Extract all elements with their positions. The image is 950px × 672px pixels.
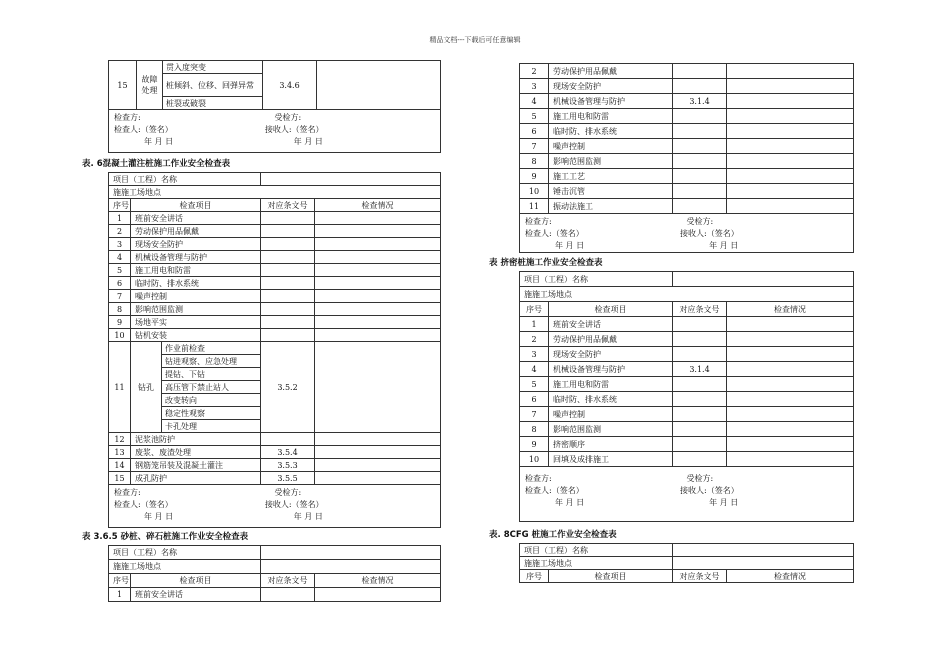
row-item: 机械设备管理与防护 (131, 251, 261, 264)
row-status (727, 124, 854, 139)
row-status (317, 61, 441, 110)
row-item: 振动法施工 (549, 199, 673, 214)
signature-block (108, 485, 441, 528)
table-title: 表. 6混凝土灌注桩施工作业安全检查表 (82, 159, 231, 169)
squeeze-pile-table (519, 271, 854, 467)
project-value (673, 272, 854, 287)
table-title: 表 挤密桩施工作业安全检查表 (489, 258, 603, 268)
row-no: 11 (109, 342, 131, 433)
row-status (315, 459, 441, 472)
row-status (315, 290, 441, 303)
row-item: 废浆、废渣处理 (131, 446, 261, 459)
row-no: 5 (520, 109, 549, 124)
col-header-clause: 对应条文号 (261, 574, 315, 588)
checked-party-label: 受检方: (686, 217, 714, 226)
row-status (315, 277, 441, 290)
row-status (315, 303, 441, 316)
date-label: 年 月 日 (144, 137, 174, 146)
row-clause (673, 169, 727, 184)
row-sub: 钻进观察、应急处理 (162, 355, 261, 368)
row-clause (261, 251, 315, 264)
row-no: 2 (520, 332, 549, 347)
col-header-item: 检查项目 (131, 199, 261, 212)
row-item: 挤密顺序 (549, 437, 673, 452)
row-clause: 3.5.3 (261, 459, 315, 472)
row-status (727, 437, 854, 452)
row-item: 班前安全讲话 (131, 212, 261, 225)
row-group: 钻孔 (131, 342, 162, 433)
check-party-label: 检查方: (114, 488, 141, 497)
row-clause (673, 407, 727, 422)
checked-party-label: 受检方: (274, 488, 302, 497)
row-item: 劳动保护用品佩戴 (549, 64, 673, 79)
row-clause (673, 452, 727, 467)
row-item: 现场安全防护 (131, 238, 261, 251)
col-header-item: 检查项目 (549, 302, 673, 317)
row-item: 噪声控制 (549, 407, 673, 422)
row-no: 4 (109, 251, 131, 264)
row-no: 10 (520, 184, 549, 199)
row-status (727, 94, 854, 109)
date-label: 年 月 日 (293, 512, 323, 521)
row-clause (673, 199, 727, 214)
check-party-label: 检查方: (525, 217, 552, 226)
site-label: 施施工场地点 (109, 560, 261, 574)
col-header-clause: 对应条文号 (261, 199, 315, 212)
row-status (315, 251, 441, 264)
row-item: 临时防、排水系统 (131, 277, 261, 290)
row-item: 钢筋笼吊装及混凝土灌注 (131, 459, 261, 472)
row-no: 14 (109, 459, 131, 472)
table-title: 表. 8CFG 桩施工作业安全检查表 (489, 530, 617, 540)
row-status (727, 407, 854, 422)
row-item: 机械设备管理与防护 (549, 94, 673, 109)
row-status (727, 452, 854, 467)
row-clause (673, 392, 727, 407)
row-item: 机械设备管理与防护 (549, 362, 673, 377)
row-no: 10 (109, 329, 131, 342)
row-status (727, 79, 854, 94)
row-no: 2 (520, 64, 549, 79)
row-no: 13 (109, 446, 131, 459)
row-no: 3 (520, 79, 549, 94)
row-no: 4 (520, 94, 549, 109)
inspector-label: 检查人:（签名） (114, 125, 173, 134)
row-no: 3 (109, 238, 131, 251)
row-no: 6 (520, 392, 549, 407)
row-status (315, 588, 441, 602)
row-clause (261, 290, 315, 303)
row-sub: 桩裂或破裂 (163, 97, 263, 110)
row-status (315, 316, 441, 329)
row-no: 2 (109, 225, 131, 238)
row-clause (673, 377, 727, 392)
row-sub: 改变转向 (162, 394, 261, 407)
row-status (727, 64, 854, 79)
row-no: 1 (109, 212, 131, 225)
row-item: 临时防、排水系统 (549, 392, 673, 407)
row-no: 9 (520, 169, 549, 184)
project-label: 项目（工程）名称 (109, 173, 261, 186)
row-status (727, 377, 854, 392)
row-no: 6 (520, 124, 549, 139)
signature-block (519, 214, 854, 253)
row-status (315, 264, 441, 277)
row-no: 6 (109, 277, 131, 290)
site-value (673, 557, 854, 570)
row-status (315, 212, 441, 225)
row-no: 3 (520, 347, 549, 362)
row-clause (673, 109, 727, 124)
row-status (727, 347, 854, 362)
row-no: 15 (109, 61, 137, 110)
row-item: 现场安全防护 (549, 79, 673, 94)
inspector-label: 检查人:（签名） (525, 486, 584, 495)
row-no: 8 (109, 303, 131, 316)
row-item: 锤击沉管 (549, 184, 673, 199)
concrete-pile-table (108, 172, 441, 485)
row-clause (261, 588, 315, 602)
row-no: 8 (520, 422, 549, 437)
row-status (727, 422, 854, 437)
row-no: 11 (520, 199, 549, 214)
row-sub: 高压管下禁止站人 (162, 381, 261, 394)
site-value (261, 560, 441, 574)
row-no: 7 (520, 139, 549, 154)
row-item: 劳动保护用品佩戴 (549, 332, 673, 347)
row-item: 噪声控制 (549, 139, 673, 154)
date-label: 年 月 日 (555, 498, 585, 507)
row-clause (673, 79, 727, 94)
row-no: 4 (520, 362, 549, 377)
date-label: 年 月 日 (144, 512, 174, 521)
row-clause (261, 212, 315, 225)
row-item: 泥浆池防护 (131, 433, 261, 446)
col-header-item: 检查项目 (549, 570, 673, 583)
row-group: 故障处理 (137, 61, 163, 110)
sand-pile-table-continued (519, 63, 854, 214)
row-status (315, 472, 441, 485)
checked-party-label: 受检方: (274, 113, 302, 122)
col-header-no: 序号 (109, 574, 131, 588)
row-no: 7 (520, 407, 549, 422)
row-clause (261, 225, 315, 238)
row-clause (261, 277, 315, 290)
row-clause (673, 437, 727, 452)
row-item: 班前安全讲话 (131, 588, 261, 602)
project-value (261, 173, 441, 186)
row-status (315, 446, 441, 459)
page-header: 精品文档---下载后可任意编辑 (429, 36, 521, 44)
row-status (727, 317, 854, 332)
row-clause: 3.5.5 (261, 472, 315, 485)
row-status (315, 329, 441, 342)
row-status (727, 139, 854, 154)
row-clause (261, 264, 315, 277)
row-sub: 桩倾斜、位移、回弹异常 (163, 74, 263, 97)
row-clause (673, 317, 727, 332)
row-item: 班前安全讲话 (549, 317, 673, 332)
project-label: 项目（工程）名称 (520, 272, 673, 287)
row-status (315, 225, 441, 238)
row-status (727, 362, 854, 377)
col-header-clause: 对应条文号 (673, 570, 727, 583)
row-clause (673, 347, 727, 362)
row-clause (673, 64, 727, 79)
receiver-label: 接收人:（签名） (680, 486, 739, 495)
row-sub: 稳定性观察 (162, 407, 261, 420)
site-label: 施施工场地点 (109, 186, 441, 199)
row-status (727, 184, 854, 199)
col-header-no: 序号 (109, 199, 131, 212)
project-label: 项目（工程）名称 (520, 544, 673, 557)
left-column (82, 60, 441, 602)
check-party-label: 检查方: (114, 113, 141, 122)
date-label: 年 月 日 (709, 241, 739, 250)
row-no: 9 (109, 316, 131, 329)
checked-party-label: 受检方: (686, 474, 714, 483)
date-label: 年 月 日 (555, 241, 585, 250)
date-label: 年 月 日 (293, 137, 323, 146)
receiver-label: 接收人:（签名） (264, 500, 324, 509)
right-column (489, 63, 854, 583)
row-clause (261, 433, 315, 446)
row-clause: 3.1.4 (673, 362, 727, 377)
cfg-pile-table (519, 543, 854, 583)
check-party-label: 检查方: (525, 474, 552, 483)
row-clause (673, 422, 727, 437)
row-status (315, 342, 441, 433)
row-no: 15 (109, 472, 131, 485)
row-item: 施工用电和防雷 (549, 109, 673, 124)
row-status (727, 109, 854, 124)
row-no: 10 (520, 452, 549, 467)
row-item: 场地平实 (131, 316, 261, 329)
row-item: 影响范围监测 (549, 154, 673, 169)
row-sub: 贯入度突变 (163, 61, 263, 74)
row-sub: 提钻、下钻 (162, 368, 261, 381)
fault-fragment-table (108, 60, 441, 110)
inspector-label: 检查人:（签名） (114, 500, 173, 509)
table-title: 表 3.6.5 砂桩、碎石桩施工作业安全检查表 (82, 532, 249, 542)
row-status (727, 154, 854, 169)
date-label: 年 月 日 (709, 498, 739, 507)
row-clause (673, 332, 727, 347)
project-value (261, 546, 441, 560)
row-no: 1 (109, 588, 131, 602)
col-header-clause: 对应条文号 (673, 302, 727, 317)
row-no: 8 (520, 154, 549, 169)
row-status (315, 238, 441, 251)
row-item: 施工工艺 (549, 169, 673, 184)
row-no: 5 (520, 377, 549, 392)
row-no: 7 (109, 290, 131, 303)
site-label: 施施工场地点 (520, 557, 673, 570)
row-clause (261, 316, 315, 329)
row-status (727, 199, 854, 214)
site-label: 施施工场地点 (520, 287, 854, 302)
row-item: 现场安全防护 (549, 347, 673, 362)
inspector-label: 检查人:（签名） (525, 229, 584, 238)
receiver-label: 接收人:（签名） (680, 229, 739, 238)
project-value (673, 544, 854, 557)
receiver-label: 接收人:（签名） (264, 125, 324, 134)
row-item: 回填及成排施工 (549, 452, 673, 467)
row-item: 施工用电和防雷 (549, 377, 673, 392)
row-clause (261, 329, 315, 342)
row-no: 12 (109, 433, 131, 446)
row-item: 影响范围监测 (549, 422, 673, 437)
row-clause (673, 154, 727, 169)
col-header-status: 检查情况 (315, 574, 441, 588)
row-clause (673, 184, 727, 199)
row-no: 1 (520, 317, 549, 332)
row-no: 5 (109, 264, 131, 277)
project-label: 项目（工程）名称 (109, 546, 261, 560)
col-header-no: 序号 (520, 570, 549, 583)
row-item: 钻机安装 (131, 329, 261, 342)
row-clause (261, 303, 315, 316)
row-item: 施工用电和防雷 (131, 264, 261, 277)
row-sub: 作业前检查 (162, 342, 261, 355)
col-header-no: 序号 (520, 302, 549, 317)
row-item: 成孔防护 (131, 472, 261, 485)
row-clause (673, 124, 727, 139)
row-sub: 卡孔处理 (162, 420, 261, 433)
row-item: 劳动保护用品佩戴 (131, 225, 261, 238)
row-status (727, 392, 854, 407)
row-clause: 3.5.4 (261, 446, 315, 459)
row-clause: 3.4.6 (263, 61, 317, 110)
row-item: 噪声控制 (131, 290, 261, 303)
row-status (315, 433, 441, 446)
row-clause (261, 238, 315, 251)
row-status (727, 332, 854, 347)
row-item: 影响范围监测 (131, 303, 261, 316)
signature-block (519, 467, 854, 522)
row-clause: 3.1.4 (673, 94, 727, 109)
sand-pile-table (108, 545, 441, 602)
row-clause: 3.5.2 (261, 342, 315, 433)
col-header-status: 检查情况 (315, 199, 441, 212)
signature-block (108, 110, 441, 153)
row-item: 临时防、排水系统 (549, 124, 673, 139)
row-clause (673, 139, 727, 154)
row-no: 9 (520, 437, 549, 452)
col-header-status: 检查情况 (727, 302, 854, 317)
col-header-item: 检查项目 (131, 574, 261, 588)
col-header-status: 检查情况 (727, 570, 854, 583)
row-status (727, 169, 854, 184)
